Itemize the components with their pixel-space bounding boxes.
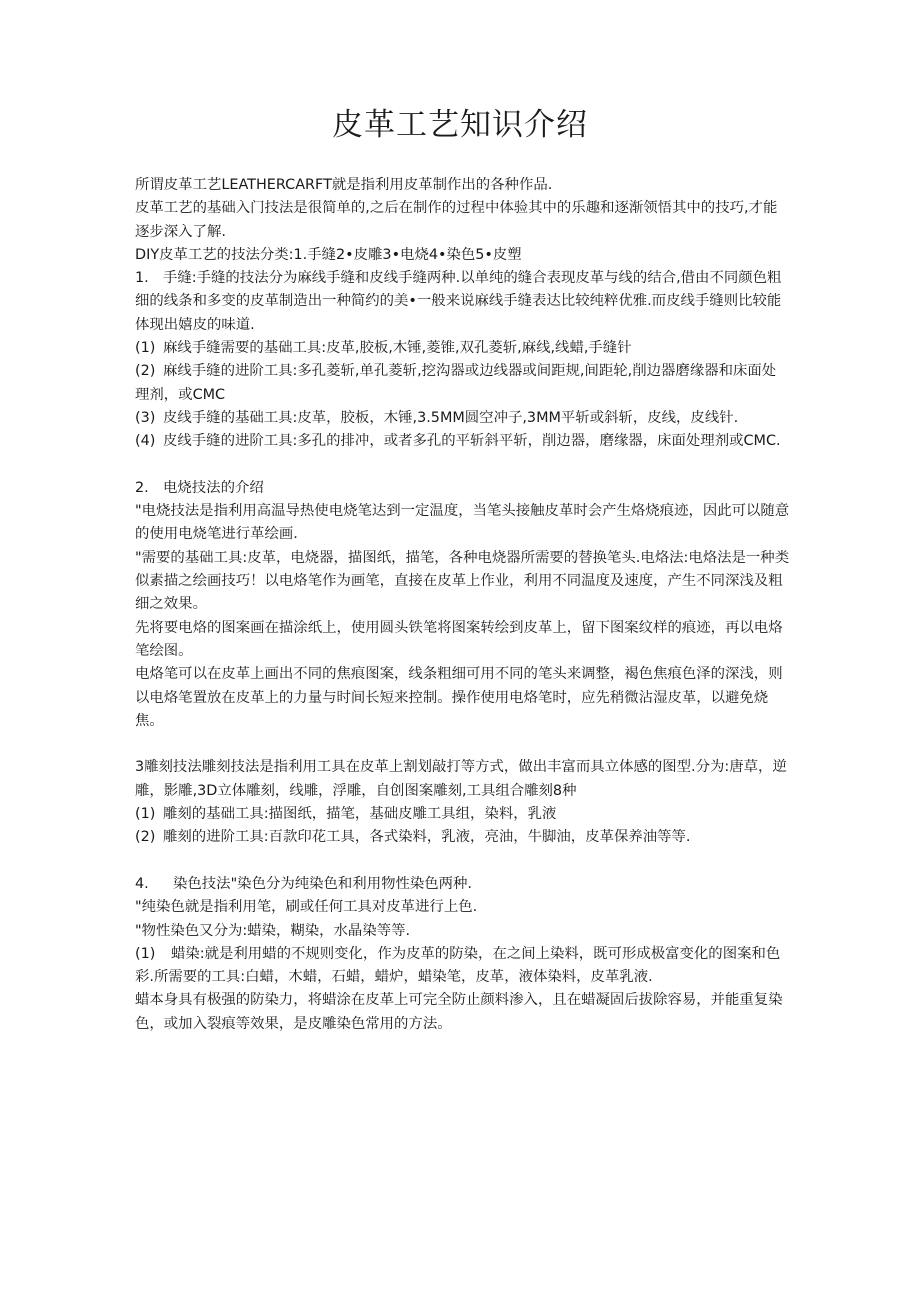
section-4-heading — [135, 873, 790, 896]
section-2-paragraph: 先将要电烙的图案画在描涂纸上，使用圆头铁笔将图案转绘到皮革上，留下图案纹样的痕迹，再以电烙笔绘图。 — [135, 619, 783, 659]
page-title: 皮革工艺知识介绍 — [332, 107, 588, 143]
paragraph-gap — [135, 850, 790, 873]
item-number: (1) — [135, 945, 156, 962]
section-4-paragraph: 蜡本身具有极强的防染力，将蜡涂在皮革上可完全防止颜料渗入，且在蜡凝固后拔除容易，并能重复染色，或加入裂痕等效果，是皮雕染色常用的方法。 — [135, 992, 783, 1032]
item-text: 皮线手缝的进阶工具:多孔的排冲，或者多孔的平斩斜平斩，削边器，磨缘器，床面处理剂或CMC. — [163, 433, 781, 450]
section-number: 1. — [135, 270, 149, 287]
section-4-text: 染色技法"染色分为纯染色和利用物性染色两种. — [173, 875, 473, 892]
section-2-paragraph: "需要的基础工具:皮革，电烧器，描图纸，描笔，各种电烧器所需要的替换笔头.电烙法:电烙法是一种类似素描之绘画技巧！以电烙笔作为画笔，直接在皮革上作业，利用不同温度及速度，产生不同深浅及粗细之效果。 — [135, 549, 790, 613]
list-item — [135, 407, 790, 430]
document-body — [135, 174, 790, 1036]
item-text: 雕刻的进阶工具:百款印花工具，各式染料，乳液，亮油，牛脚油，皮革保养油等等. — [163, 829, 691, 846]
intro-paragraph: 所谓皮革工艺LEATHERCARFT就是指利用皮革制作出的各种作品. — [135, 177, 553, 193]
section-3-paragraph: 3雕刻技法雕刻技法是指利用工具在皮革上割划敲打等方式，做出丰富而具立体感的图型.分为:唐草，逆雕，影雕,3D立体雕刻，线雕，浮雕，自创图案雕刻,工具组合雕刻8种 — [135, 759, 787, 799]
item-number: (3) — [135, 409, 156, 426]
paragraph-gap — [135, 454, 790, 477]
section-4-paragraph: "物性染色又分为:蜡染，糊染，水晶染等等. — [135, 922, 411, 939]
section-2-text: 电烧技法的介绍 — [163, 479, 264, 496]
section-1-paragraph — [135, 267, 790, 337]
item-text: 麻线手缝的进阶工具:多孔菱斩,单孔菱斩,挖沟器或边线器或间距规,间距轮,削边器磨缘器和床面处理剂，或CMC — [135, 363, 777, 403]
item-text: 皮线手缝的基础工具:皮革，胶板，木锤,3.5MM圆空冲子,3MM平斩或斜斩，皮线，皮线针. — [163, 409, 739, 426]
list-item — [135, 360, 790, 407]
list-item — [135, 826, 790, 849]
section-2-paragraph: "电烧技法是指利用高温导热使电烧笔达到一定温度，当笔头接触皮革时会产生烙烧痕迹，因此可以随意的使用电烧笔进行革绘画. — [135, 503, 790, 543]
item-number: (4) — [135, 433, 156, 450]
section-number: 2. — [135, 479, 149, 496]
item-text: 蜡染:就是利用蜡的不规则变化，作为皮革的防染，在之间上染料，既可形成极富变化的图案和色彩.所需要的工具:白蜡，木蜡，石蜡，蜡炉，蜡染笔，皮革，液体染料，皮革乳液. — [135, 945, 781, 986]
item-text: 雕刻的基础工具:描图纸，描笔，基础皮雕工具组，染料，乳液 — [163, 806, 557, 823]
item-number: (2) — [135, 829, 156, 846]
section-2-heading — [135, 477, 790, 500]
item-number: (1) — [135, 340, 156, 357]
item-number: (2) — [135, 363, 156, 380]
paragraph-gap — [135, 733, 790, 756]
item-text: 麻线手缝需要的基础工具:皮革,胶板,木锤,菱锥,双孔菱斩,麻线,线蜡,手缝针 — [163, 340, 632, 357]
item-number: (1) — [135, 806, 156, 823]
list-item — [135, 337, 790, 360]
section-1-text: 手缝:手缝的技法分为麻线手缝和皮线手缝两种.以单纯的缝合表现皮革与线的结合,借由不同颜色粗细的线条和多变的皮革制造出一种简约的美•一般来说麻线手缝表达比较纯粹优雅.而皮线手缝则比较能体现出嬉皮的味道. — [135, 270, 782, 333]
technique-list-paragraph: DIY皮革工艺的技法分类:1.手缝2•皮雕3•电烧4•染色5•皮塑 — [135, 246, 522, 263]
section-2-paragraph: 电烙笔可以在皮革上画出不同的焦痕图案，线条粗细可用不同的笔头来调整，褐色焦痕色泽的深浅，则以电烙笔置放在皮革上的力量与时间长短来控制。操作使用电烙笔时，应先稍微沾湿皮革，以避免烧焦。 — [135, 666, 783, 729]
section-4-paragraph: "纯染色就是指利用笔，刷或任何工具对皮革进行上色. — [135, 899, 478, 916]
list-item — [135, 803, 790, 826]
list-item — [135, 430, 790, 453]
basics-paragraph: 皮革工艺的基础入门技法是很简单的,之后在制作的过程中体验其中的乐趣和逐渐领悟其中的技巧,才能逐步深入了解. — [135, 200, 778, 240]
list-item — [135, 943, 790, 990]
section-number: 4. — [135, 875, 149, 892]
